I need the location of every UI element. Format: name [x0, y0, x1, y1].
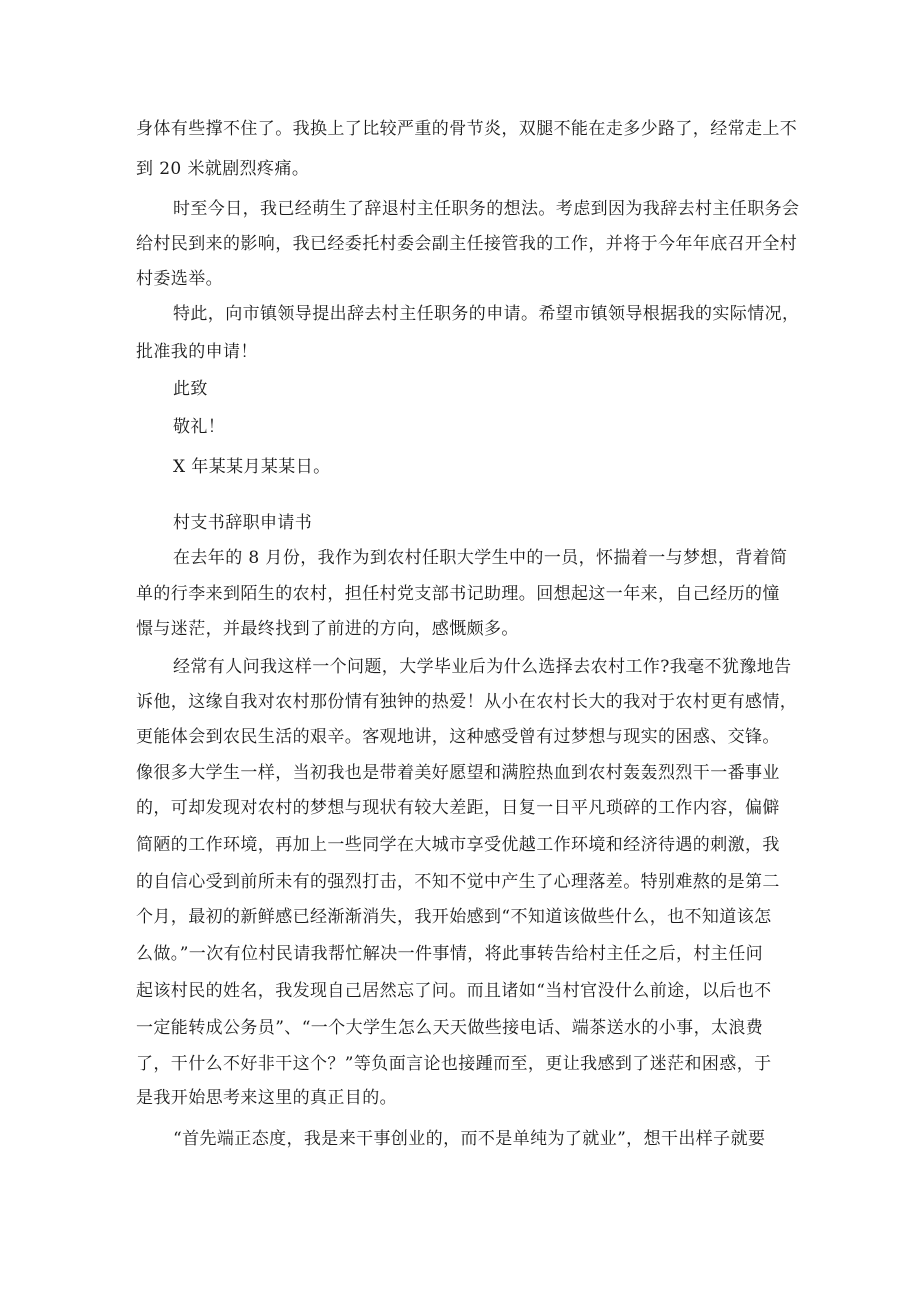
closing-salutation: 此致 — [173, 379, 208, 399]
closing-regards: 敬礼！ — [173, 417, 226, 437]
text-line: 么做。”一次有位村民请我帮忙解决一件事情，将此事转告给村主任之后，村主任问 — [136, 944, 763, 964]
letter-date: X 年某某月某某日。 — [173, 457, 331, 477]
text-line: 是我开始思考来这里的真正目的。 — [136, 1088, 397, 1108]
text-line: 憬与迷茫，并最终找到了前进的方向，感慨颇多。 — [136, 619, 519, 639]
text-line: 了，干什么不好非干这个？”等负面言论也接踵而至，更让我感到了迷茫和困惑，于 — [136, 1054, 772, 1074]
text-line: 简陋的工作环境，再加上一些同学在大城市享受优越工作环境和经济待遇的刺激，我 — [136, 835, 780, 855]
text-line: 单的行李来到陌生的农村，担任村党支部书记助理。回想起这一年来，自己经历的憧 — [136, 584, 780, 604]
paragraph-start: 在去年的 8 月份，我作为到农村任职大学生中的一员，怀揣着一与梦想，背着简 — [173, 548, 788, 568]
paragraph-start: “首先端正态度，我是来干事创业的，而不是单纯为了就业”，想干出样子就要 — [173, 1129, 766, 1149]
text-line: 村委选举。 — [136, 269, 223, 289]
text-line: 一定能转成公务员”、“一个大学生怎么天天做些接电话、端茶送水的小事，太浪费 — [136, 1018, 764, 1038]
section-title: 村支书辞职申请书 — [173, 513, 313, 533]
text-line: 的，可却发现对农村的梦想与现状有较大差距，日复一日平凡琐碎的工作内容，偏僻 — [136, 798, 780, 818]
text-line: 诉他，这缘自我对农村那份情有独钟的热爱！从小在农村长大的我对于农村更有感情， — [136, 692, 798, 712]
text-line: 到 20 米就剧烈疼痛。 — [136, 159, 310, 179]
text-line: 的自信心受到前所未有的强烈打击，不知不觉中产生了心理落差。特别难熬的是第二 — [136, 872, 780, 892]
text-line: 给村民到来的影响，我已经委托村委会副主任接管我的工作，并将于今年年底召开全村 — [136, 234, 798, 254]
paragraph-start: 特此，向市镇领导提出辞去村主任职务的申请。希望市镇领导根据我的实际情况， — [173, 304, 800, 324]
paragraph-start: 时至今日，我已经萌生了辞退村主任职务的想法。考虑到因为我辞去村主任职务会 — [173, 199, 800, 219]
text-line: 像很多大学生一样，当初我也是带着美好愿望和满腔热血到农村轰轰烈烈干一番事业 — [136, 763, 780, 783]
text-line: 起该村民的姓名，我发现自己居然忘了问。而且诸如“当村官没什么前途，以后也不 — [136, 981, 772, 1001]
paragraph-start: 经常有人问我这样一个问题，大学毕业后为什么选择去农村工作?我毫不犹豫地告 — [173, 657, 792, 677]
text-line: 更能体会到农民生活的艰辛。客观地讲，这种感受曾有过梦想与现实的困惑、交锋。 — [136, 727, 780, 747]
text-line: 个月，最初的新鲜感已经渐渐消失，我开始感到“不知道该做些什么，也不知道该怎 — [136, 907, 772, 927]
text-line: 批准我的申请！ — [136, 342, 258, 362]
text-line: 身体有些撑不住了。我换上了比较严重的骨节炎，双腿不能在走多少路了，经常走上不 — [136, 119, 798, 139]
